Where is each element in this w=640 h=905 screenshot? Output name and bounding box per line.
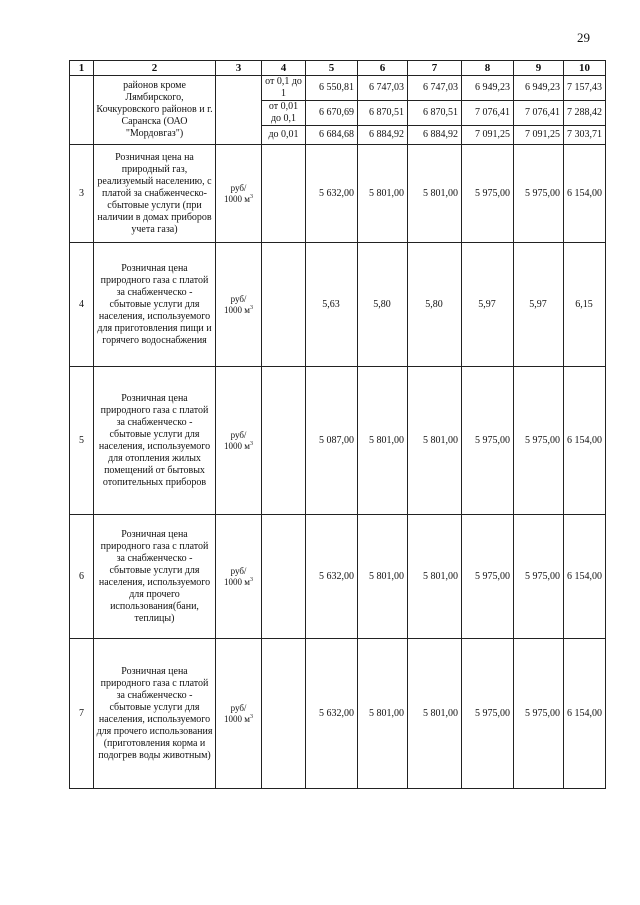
unit-label: руб/	[230, 182, 247, 193]
value-cell: 6 154,00	[564, 145, 606, 243]
row-description: Розничная цена на природный газ, реализуемый населению, с платой за снабженческо-сбытовые услуги (при наличии в домах приборов учета газа)	[94, 145, 216, 243]
value-cell: 6 747,03	[358, 76, 408, 101]
value-cell: 5 975,00	[514, 145, 564, 243]
page-number: 29	[577, 30, 590, 45]
row-number: 6	[70, 515, 94, 639]
table-row	[70, 76, 606, 101]
unit-cell	[216, 639, 262, 789]
value-cell: 7 303,71	[564, 126, 606, 145]
unit-exponent: 3	[249, 713, 253, 720]
value-cell: 5 975,00	[514, 515, 564, 639]
value-cell: 5,63	[306, 243, 358, 367]
value-cell: 6 684,68	[306, 126, 358, 145]
value-cell: 7 091,25	[514, 126, 564, 145]
col-header: 9	[514, 61, 564, 76]
value-cell: 6 670,69	[306, 101, 358, 126]
value-cell: 6 550,81	[306, 76, 358, 101]
col-header: 1	[70, 61, 94, 76]
unit-base: 1000 м	[224, 440, 250, 451]
unit-base: 1000 м	[224, 304, 250, 315]
header-row	[70, 61, 606, 76]
unit-label: руб/	[230, 565, 247, 576]
value-cell: 7 091,25	[462, 126, 514, 145]
unit-cell	[216, 145, 262, 243]
value-cell: 5 801,00	[408, 639, 462, 789]
table-row	[70, 145, 606, 243]
value-cell: 5,97	[462, 243, 514, 367]
value-cell: 5 801,00	[408, 515, 462, 639]
table-row	[70, 639, 606, 789]
value-cell: 5 975,00	[462, 515, 514, 639]
value-cell: 5,97	[514, 243, 564, 367]
col-header: 8	[462, 61, 514, 76]
unit-exponent: 3	[249, 193, 253, 200]
row-number: 3	[70, 145, 94, 243]
value-cell: 5 975,00	[462, 145, 514, 243]
col-header: 10	[564, 61, 606, 76]
value-cell: 5 087,00	[306, 367, 358, 515]
table-row	[70, 367, 606, 515]
table-row	[70, 515, 606, 639]
unit-exponent: 3	[249, 576, 253, 583]
row-number: 7	[70, 639, 94, 789]
unit-exponent: 3	[249, 440, 253, 447]
value-cell: 7 288,42	[564, 101, 606, 126]
col-header: 3	[216, 61, 262, 76]
value-cell: 5 975,00	[462, 639, 514, 789]
value-cell: 5 801,00	[358, 145, 408, 243]
value-cell: 7 157,43	[564, 76, 606, 101]
value-cell: 6 870,51	[408, 101, 462, 126]
value-cell: 5,80	[408, 243, 462, 367]
col-header: 6	[358, 61, 408, 76]
unit-base: 1000 м	[224, 193, 250, 204]
value-cell: 5 801,00	[408, 367, 462, 515]
row-description: Розничная цена природного газа с платой за снабженческо - сбытовые услуги для населения, используемого для отопления жилых помещений от бытовых отопительных приборов	[94, 367, 216, 515]
unit-label: руб/	[230, 293, 247, 304]
unit-label: руб/	[230, 429, 247, 440]
value-cell: 7 076,41	[462, 101, 514, 126]
unit-base: 1000 м	[224, 576, 250, 587]
col-header: 7	[408, 61, 462, 76]
value-cell: 6 747,03	[408, 76, 462, 101]
unit-cell	[216, 243, 262, 367]
range-cell: до 0,01	[262, 126, 306, 145]
unit-base: 1000 м	[224, 713, 250, 724]
value-cell: 5 632,00	[306, 515, 358, 639]
row-description: Розничная цена природного газа с платой за снабженческо - сбытовые услуги для населения, используемого для приготовления пищи и горячего водоснабжения	[94, 243, 216, 367]
value-cell: 6,15	[564, 243, 606, 367]
value-cell: 6 949,23	[462, 76, 514, 101]
value-cell: 7 076,41	[514, 101, 564, 126]
value-cell: 6 154,00	[564, 367, 606, 515]
row-description: Розничная цена природного газа с платой за снабженческо - сбытовые услуги для населения, используемого для прочего использования (приготовления корма и подогрев воды животным)	[94, 639, 216, 789]
value-cell: 6 884,92	[408, 126, 462, 145]
range-cell: от 0,1 до 1	[262, 76, 306, 101]
row-number: 4	[70, 243, 94, 367]
range-cell: от 0,01 до 0,1	[262, 101, 306, 126]
value-cell: 6 870,51	[358, 101, 408, 126]
value-cell: 6 949,23	[514, 76, 564, 101]
row-description: Розничная цена природного газа с платой за снабженческо - сбытовые услуги для населения, используемого для прочего использования(бани, теплицы)	[94, 515, 216, 639]
value-cell: 5 975,00	[462, 367, 514, 515]
value-cell: 5 801,00	[358, 515, 408, 639]
row-number: 5	[70, 367, 94, 515]
unit-label: руб/	[230, 702, 247, 713]
value-cell: 5 632,00	[306, 145, 358, 243]
value-cell: 6 884,92	[358, 126, 408, 145]
col-header: 4	[262, 61, 306, 76]
value-cell: 5 632,00	[306, 639, 358, 789]
value-cell: 5 801,00	[358, 639, 408, 789]
value-cell: 5 975,00	[514, 367, 564, 515]
tariff-table	[69, 60, 606, 789]
table-row	[70, 243, 606, 367]
row-description: районов кроме Лямбирского, Кочкуровского районов и г. Саранска (ОАО "Мордовгаз")	[94, 76, 216, 145]
unit-cell	[216, 515, 262, 639]
value-cell: 5 801,00	[408, 145, 462, 243]
value-cell: 6 154,00	[564, 515, 606, 639]
col-header: 5	[306, 61, 358, 76]
value-cell: 5 975,00	[514, 639, 564, 789]
value-cell: 6 154,00	[564, 639, 606, 789]
unit-exponent: 3	[249, 304, 253, 311]
value-cell: 5,80	[358, 243, 408, 367]
col-header: 2	[94, 61, 216, 76]
unit-cell	[216, 367, 262, 515]
value-cell: 5 801,00	[358, 367, 408, 515]
